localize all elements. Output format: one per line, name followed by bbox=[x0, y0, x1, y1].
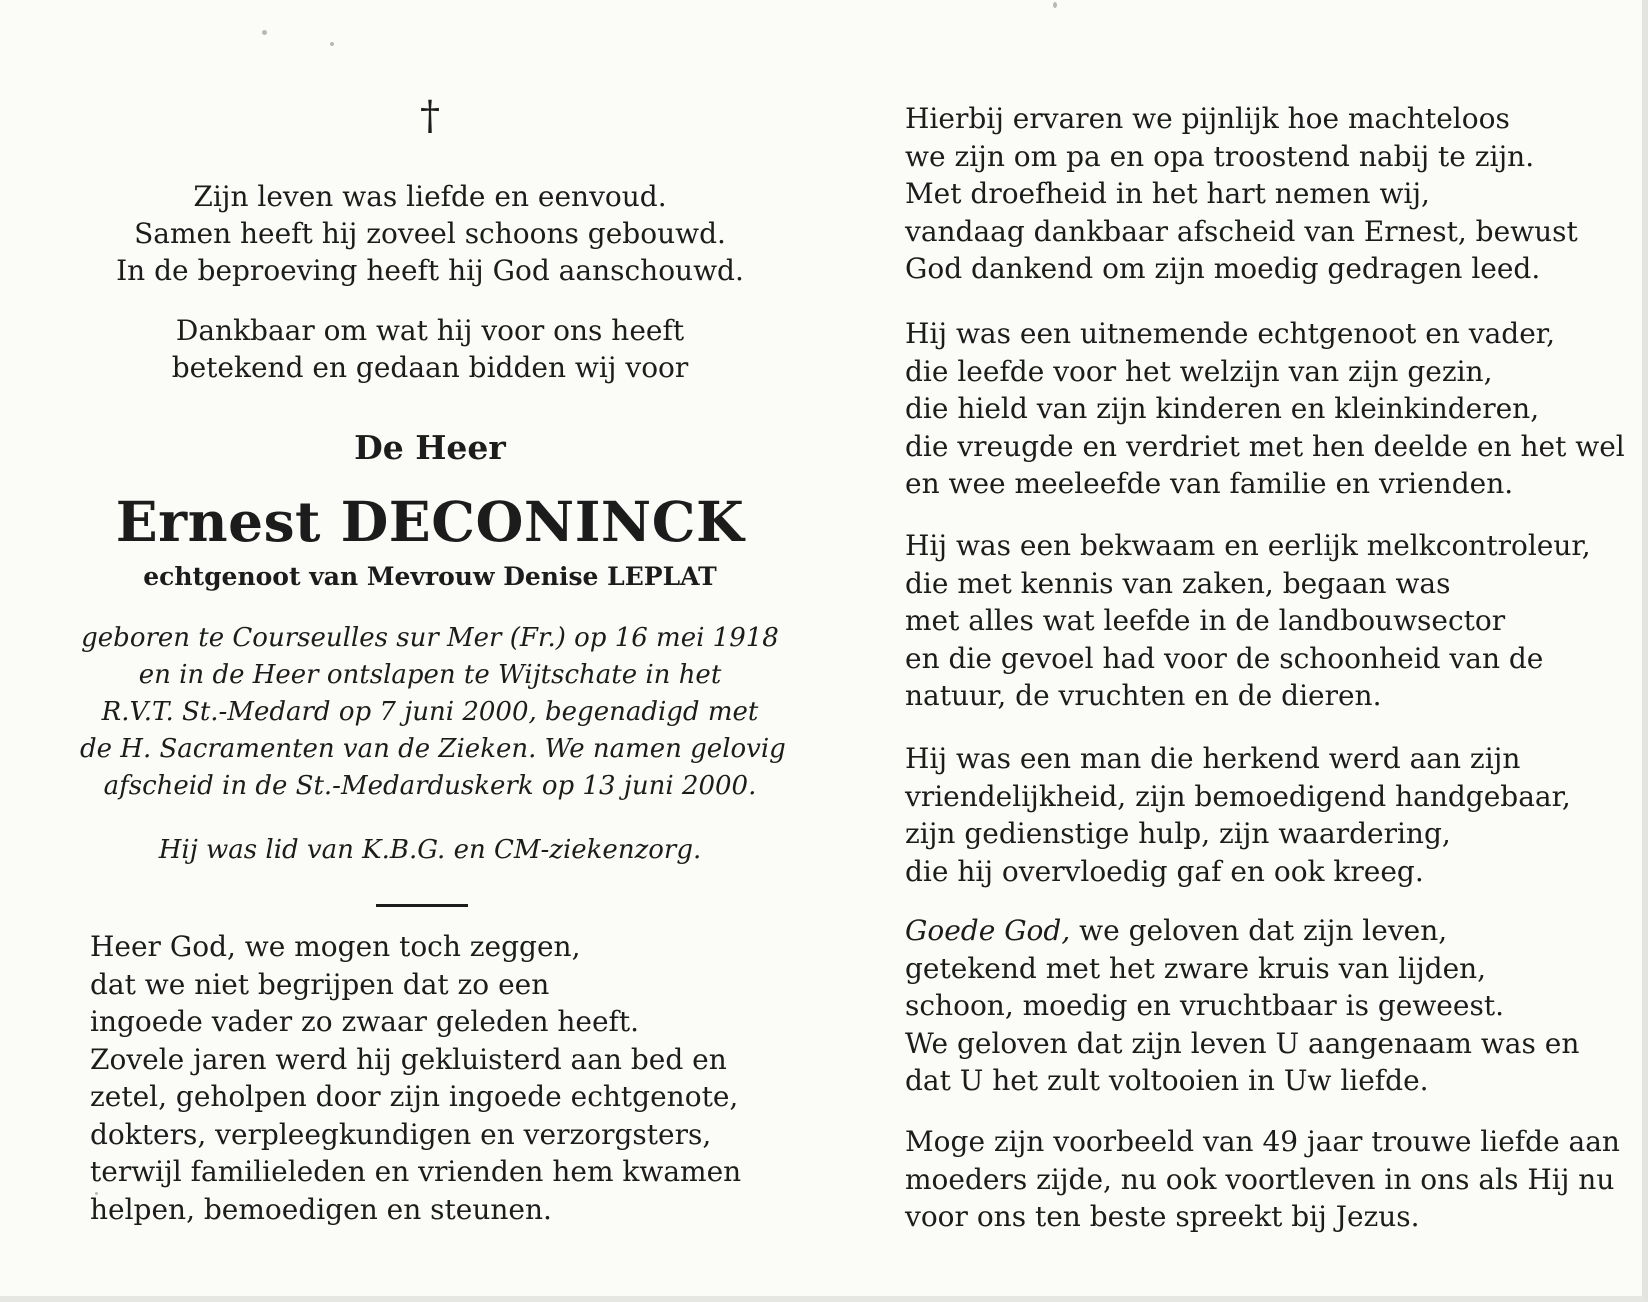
paragraph-closing bbox=[905, 1123, 1625, 1236]
paper-speck bbox=[262, 30, 267, 35]
deceased-name: Ernest DECONINCK bbox=[115, 489, 745, 554]
prayer-line: ingoede vader zo zwaar geleden heeft. bbox=[90, 1005, 640, 1038]
paragraph-line: moeders zijde, nu ook voortleven in ons als Hij nu bbox=[905, 1162, 1615, 1196]
italic-address: Goede God, bbox=[905, 914, 1071, 947]
paragraph-line: we zijn om pa en opa troostend nabij te zijn. bbox=[905, 139, 1535, 173]
biography bbox=[80, 620, 786, 805]
verse-line: Zijn leven was liefde en eenvoud. bbox=[193, 180, 667, 213]
paper-speck bbox=[1053, 2, 1057, 8]
paragraph-line: Hij was een man die herkend werd aan zijn bbox=[905, 742, 1521, 775]
prayer-line: terwijl familieleden en vrienden hem kwamen bbox=[90, 1155, 742, 1188]
paragraph-line: getekend met het zware kruis van lijden, bbox=[905, 951, 1487, 985]
paragraph-line: die hield van zijn kinderen en kleinkinderen, bbox=[905, 392, 1540, 425]
verse-line: In de beproeving heeft hij God aanschouwd. bbox=[116, 254, 744, 287]
paragraph-profession bbox=[905, 527, 1625, 715]
paragraph-line: We geloven dat zijn leven U aangenaam was en bbox=[905, 1026, 1580, 1060]
thanks-text bbox=[80, 312, 780, 386]
paragraph-line: Moge zijn voorbeeld van 49 jaar trouwe liefde aan bbox=[905, 1125, 1620, 1158]
prayer-line: zetel, geholpen door zijn ingoede echtgenote, bbox=[90, 1080, 739, 1113]
bio-line: afscheid in de St.-Medarduskerk op 13 juni 2000. bbox=[103, 771, 757, 801]
first-line-rest: we geloven dat zijn leven, bbox=[1070, 914, 1448, 947]
paragraph-line: die met kennis van zaken, begaan was bbox=[905, 566, 1451, 600]
prayer-line: dokters, verpleegkundigen en verzorgsters, bbox=[90, 1117, 712, 1151]
paragraph-line: Hierbij ervaren we pijnlijk hoe machteloos bbox=[905, 102, 1510, 135]
bio-line: en in de Heer ontslapen te Wijtschate in het bbox=[138, 660, 722, 690]
paragraph-line: die vreugde en verdriet met hen deelde en het wel bbox=[905, 429, 1625, 463]
paragraph-line: die hij overvloedig gaf en ook kreeg. bbox=[905, 854, 1424, 888]
paragraph-line: zijn gedienstige hulp, zijn waardering, bbox=[905, 817, 1451, 850]
prayer-line: dat we niet begrijpen dat zo een bbox=[90, 967, 550, 1001]
paragraph-line: dat U het zult voltooien in Uw liefde. bbox=[905, 1064, 1429, 1097]
paragraph-line: met alles wat leefde in de landbouwsector bbox=[905, 604, 1506, 637]
prayer-line: Heer God, we mogen toch zeggen, bbox=[90, 930, 581, 963]
paper-speck bbox=[330, 42, 334, 46]
prayer-text bbox=[90, 928, 790, 1228]
prayer-line: Zovele jaren werd hij gekluisterd aan bed en bbox=[90, 1042, 727, 1076]
cross-icon: † bbox=[420, 93, 440, 139]
opening-verse bbox=[80, 178, 780, 289]
bio-line: geboren te Courseulles sur Mer (Fr.) op 16 mei 1918 bbox=[81, 623, 779, 653]
thanks-line: betekend en gedaan bidden wij voor bbox=[171, 351, 689, 384]
paragraph-line: schoon, moedig en vruchtbaar is geweest. bbox=[905, 989, 1504, 1022]
divider bbox=[376, 904, 468, 907]
thanks-line: Dankbaar om wat hij voor ons heeft bbox=[175, 314, 685, 347]
membership-line: Hij was lid van K.B.G. en CM-ziekenzorg. bbox=[158, 835, 702, 865]
paragraph-line: vandaag dankbaar afscheid van Ernest, bewust bbox=[905, 214, 1578, 248]
paragraph-prayer-god bbox=[905, 912, 1625, 1100]
spouse-line: echtgenoot van Mevrouw Denise LEPLAT bbox=[143, 562, 717, 591]
paragraph-line: die leefde voor het welzijn van zijn gezin, bbox=[905, 354, 1493, 388]
paragraph-line: en die gevoel had voor de schoonheid van de bbox=[905, 641, 1544, 675]
bio-line: R.V.T. St.-Medard op 7 juni 2000, begenadigd met bbox=[101, 697, 759, 727]
paragraph-line: natuur, de vruchten en de dieren. bbox=[905, 679, 1382, 712]
paragraph-husband-father bbox=[905, 315, 1625, 503]
paragraph-line: en wee meeleefde van familie en vrienden. bbox=[905, 467, 1514, 500]
paragraph-line: vriendelijkheid, zijn bemoedigend handgebaar, bbox=[905, 779, 1571, 813]
paragraph-line bbox=[905, 912, 1625, 950]
paragraph-line: Hij was een uitnemende echtgenoot en vader, bbox=[905, 317, 1556, 350]
paragraph-line: voor ons ten beste spreekt bij Jezus. bbox=[905, 1200, 1420, 1233]
paragraph-character bbox=[905, 740, 1625, 890]
paragraph-line: God dankend om zijn moedig gedragen leed. bbox=[905, 252, 1541, 285]
bio-line: de H. Sacramenten van de Zieken. We namen gelovig bbox=[80, 734, 786, 764]
paragraph-helplessness bbox=[905, 100, 1625, 288]
honorific: De Heer bbox=[354, 428, 506, 467]
verse-line: Samen heeft hij zoveel schoons gebouwd. bbox=[134, 217, 726, 250]
prayer-line: helpen, bemoedigen en steunen. bbox=[90, 1192, 552, 1226]
paragraph-line: Met droefheid in het hart nemen wij, bbox=[905, 177, 1430, 210]
paragraph-line: Hij was een bekwaam en eerlijk melkcontroleur, bbox=[905, 529, 1591, 562]
